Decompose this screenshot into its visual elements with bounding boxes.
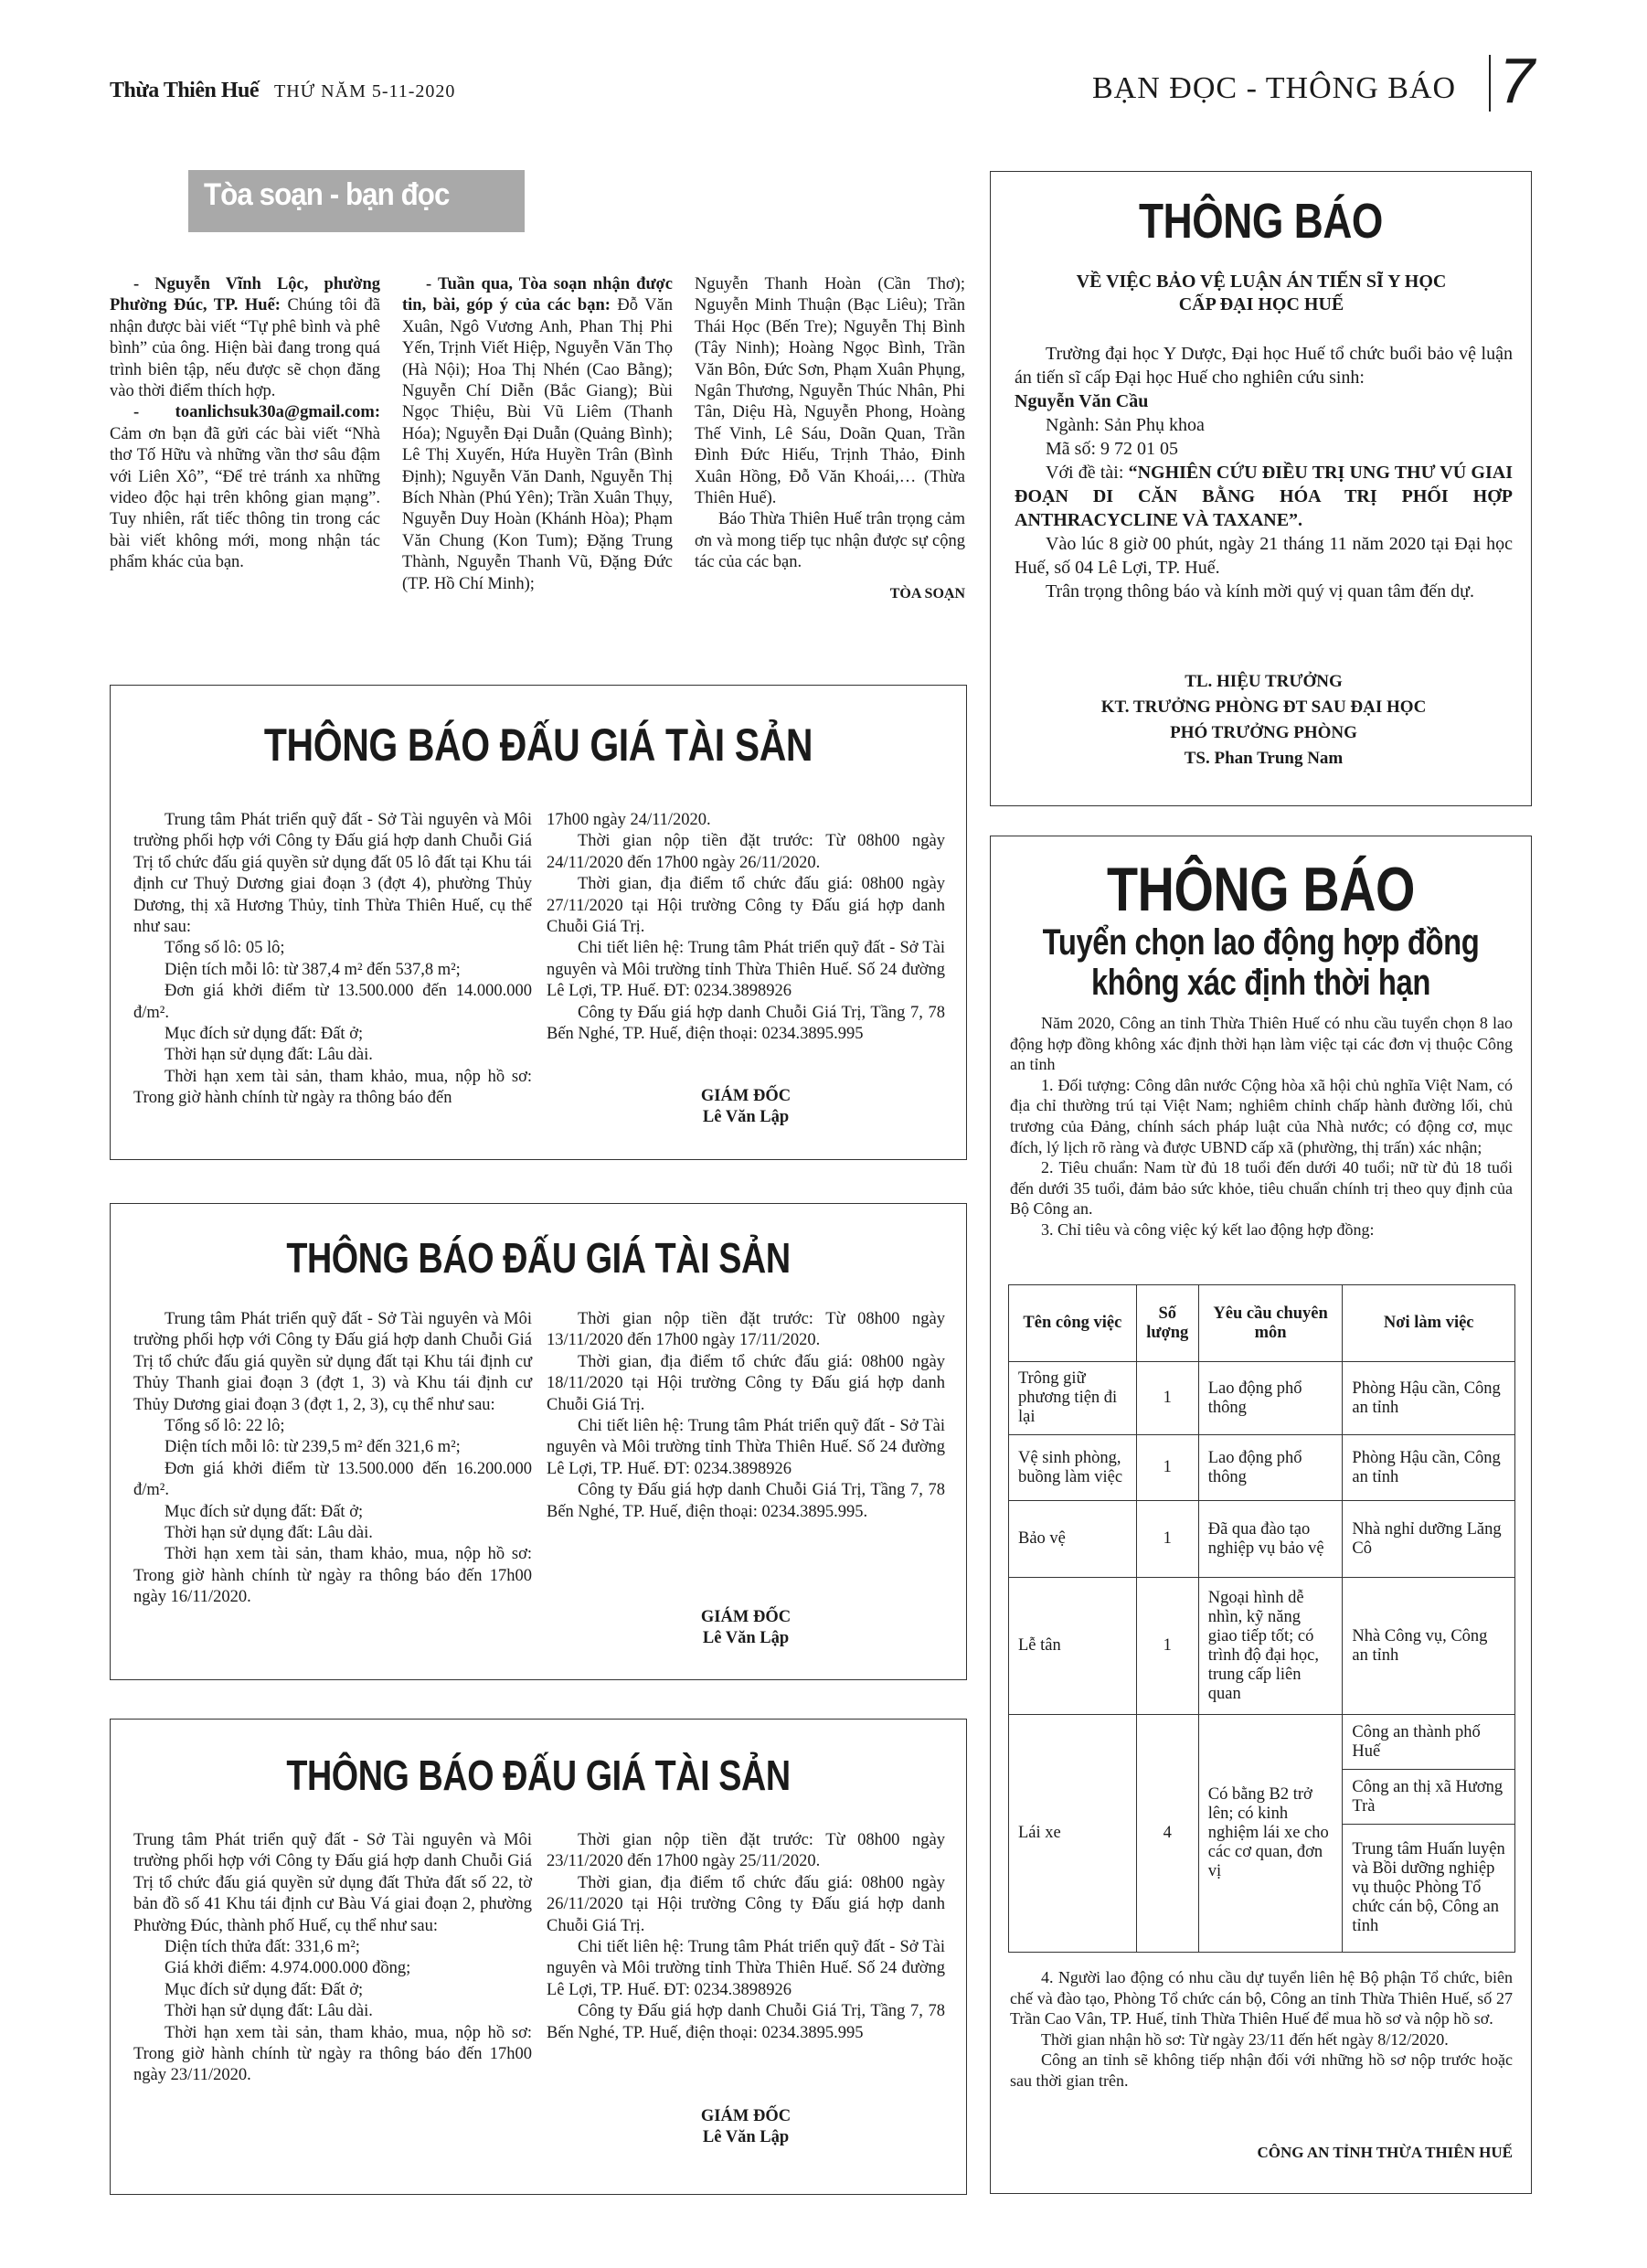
reader-reply: Chúng tôi đã nhận được bài viết “Tự phê bình và phê bình” của ông. Hiện bài đang trong quá trình biên tập, nếu được sẽ chọn đăng vào thời điểm thích hợp. xyxy=(110,296,380,401)
masthead: Thừa Thiên Huế xyxy=(110,79,260,102)
auction-paragraph: Mục đích sử dụng đất: Đất ở; xyxy=(165,1502,364,1521)
job-name: Lái xe xyxy=(1009,1715,1137,1953)
readers-column-3 xyxy=(695,274,965,604)
auction-paragraph: Thời hạn sử dụng đất: Lâu dài. xyxy=(165,1524,373,1543)
recruitment-paragraph: 4. Người lao động có nhu cầu dự tuyển liên hệ Bộ phận Tổ chức, biên chế và đào tạo, Phòng Tổ chức cán bộ, Công an tỉnh Thừa Thiên Huế, số 27 Trần Cao Vân, TP. Huế, tỉnh Thừa Thiên Huế để mua hồ sơ và nộp hồ sơ. xyxy=(1010,1968,1513,2028)
recruitment-paragraph: 1. Đối tượng: Công dân nước Cộng hòa xã hội chủ nghĩa Việt Nam, có địa chỉ thường trú tại Việt Nam; nghiêm chỉnh chấp hành đường lối, chủ trương của Đảng, chính sách pháp luật của Nhà nước; có động cơ, mục đích, lý lịch rõ ràng và được UBND cấp xã (phường, thị trấn) xác nhận; xyxy=(1010,1075,1513,1156)
auction-signature xyxy=(547,1607,945,1650)
table-header: Yêu cầu chuyên môn xyxy=(1198,1285,1343,1362)
thesis-subtitle-line: VỀ VIỆC BẢO VỆ LUẬN ÁN TIẾN SĨ Y HỌC xyxy=(1076,272,1447,292)
thesis-code: Mã số: 9 72 01 05 xyxy=(1046,439,1178,459)
auction-paragraph: Thời gian, địa điểm tổ chức đấu giá: 08h00 ngày 18/11/2020 tại Hội trường Công ty Đấu giá hợp danh Chuỗi Giá Trị. xyxy=(547,1352,945,1414)
thesis-intro: Trường đại học Y Dược, Đại học Huế tổ chức buổi bảo vệ luận án tiến sĩ cấp Đại học Huế cho nghiên cứu sinh: xyxy=(1015,344,1513,388)
job-quantity: 1 xyxy=(1136,1435,1198,1501)
thesis-major: Ngành: Sản Phụ khoa xyxy=(1046,415,1205,435)
readers-column-2 xyxy=(402,274,673,595)
job-requirement: Đã qua đào tạo nghiệp vụ bảo vệ xyxy=(1198,1501,1343,1578)
signer-name: TS. Phan Trung Nam xyxy=(1184,749,1344,768)
auction-body-right xyxy=(547,1309,945,1523)
auction-paragraph: Thời gian, địa điểm tổ chức đấu giá: 08h00 ngày 27/11/2020 tại Hội trường Công ty Đấu giá hợp danh Chuỗi Giá Trị. xyxy=(547,875,945,937)
auction-body-right xyxy=(547,1830,945,2044)
auction-body-right xyxy=(547,810,945,1045)
job-quantity: 1 xyxy=(1136,1578,1198,1715)
recruitment-title: THÔNG BÁO xyxy=(1106,855,1416,924)
signer-name: Lê Văn Lập xyxy=(702,1629,790,1648)
recruitment-subtitle: không xác định thời hạn xyxy=(1090,963,1431,1003)
auction-signature xyxy=(547,1086,945,1129)
auction-paragraph: Mục đích sử dụng đất: Đất ở; xyxy=(165,1025,364,1044)
signer-line: TL. HIỆU TRƯỞNG xyxy=(1185,672,1343,691)
issue-date: THỨ NĂM 5-11-2020 xyxy=(274,81,456,101)
job-name: Trông giữ phương tiện đi lại xyxy=(1009,1362,1137,1435)
signer-title: GIÁM ĐỐC xyxy=(700,1608,792,1626)
thesis-title: THÔNG BÁO xyxy=(1139,194,1383,249)
recruitment-paragraph: Năm 2020, Công an tỉnh Thừa Thiên Huế có nhu cầu tuyển chọn 8 lao động hợp đồng không xác định thời hạn làm việc tại các đơn vị thuộc Công an tỉnh xyxy=(1010,1014,1513,1074)
auction-paragraph: Thời hạn xem tài sản, tham khảo, mua, nộp hồ sơ: Trong giờ hành chính từ ngày ra thông báo đến 17h00 ngày 16/11/2020. xyxy=(133,1545,532,1607)
auction-paragraph: Chi tiết liên hệ: Trung tâm Phát triển quỹ đất - Sở Tài nguyên và Môi trường tỉnh Thừa Thiên Huế. Số 24 đường Lê Lợi, TP. Huế. ĐT: 0234.3898926 xyxy=(547,939,945,1001)
auction-paragraph: Chi tiết liên hệ: Trung tâm Phát triển quỹ đất - Sở Tài nguyên và Môi trường tỉnh Thừa Thiên Huế. Số 24 đường Lê Lợi, TP. Huế. ĐT: 0234.3898926 xyxy=(547,1417,945,1478)
signer-line: PHÓ TRƯỞNG PHÒNG xyxy=(1170,723,1357,742)
table-header: Tên công việc xyxy=(1009,1285,1137,1362)
auction-paragraph: Tổng số lô: 22 lô; xyxy=(165,1417,285,1436)
auction-paragraph: Thời gian nộp tiền đặt trước: Từ 08h00 ngày 13/11/2020 đến 17h00 ngày 17/11/2020. xyxy=(547,1310,945,1350)
reader-reply: Cảm ơn bạn đã gửi các bài viết “Nhà thơ Tố Hữu và những vần thơ sâu đậm với Liên Xô”, “Để trẻ tránh xa những video độc hại trên không gian mạng”. Tuy nhiên, rất tiếc thông tin trong các bài viết không mới, mong nhận tác phẩm khác của bạn. xyxy=(110,424,380,572)
table-row xyxy=(1009,1578,1515,1715)
recruitment-deadline: Thời gian nhận hồ sơ: Từ ngày 23/11 đến hết ngày 8/12/2020. xyxy=(1041,2029,1449,2049)
section-title: BẠN ĐỌC - THÔNG BÁO xyxy=(1092,71,1457,105)
auction-body-left xyxy=(133,1309,532,1609)
recruitment-body xyxy=(1010,1013,1513,1240)
jobs-table xyxy=(1008,1284,1515,1953)
thesis-subtitle xyxy=(1005,271,1517,316)
auction-body-left xyxy=(133,810,532,1110)
signer-name: Lê Văn Lập xyxy=(702,2128,790,2147)
thesis-invite: Trân trọng thông báo và kính mời quý vị quan tâm đến dự. xyxy=(1046,581,1474,602)
recruitment-note: Công an tỉnh sẽ không tiếp nhận đối với những hồ sơ nộp trước hoặc sau thời gian trên. xyxy=(1010,2050,1513,2090)
ribbon-label: Tòa soạn - bạn đọc xyxy=(204,177,450,212)
signer-title: GIÁM ĐỐC xyxy=(700,1087,792,1105)
auction-paragraph: Thời gian nộp tiền đặt trước: Từ 08h00 ngày 24/11/2020 đến 17h00 ngày 26/11/2020. xyxy=(547,832,945,872)
auction-paragraph: Diện tích mỗi lô: từ 239,5 m² đến 321,6 m²; xyxy=(165,1438,461,1457)
job-place: Phòng Hậu cần, Công an tỉnh xyxy=(1343,1435,1515,1501)
auction-paragraph: Chi tiết liên hệ: Trung tâm Phát triển quỹ đất - Sở Tài nguyên và Môi trường tỉnh Thừa Thiên Huế. Số 24 đường Lê Lợi, TP. Huế. ĐT: 0234.3898926 xyxy=(547,1938,945,1999)
auction-paragraph: Công ty Đấu giá hợp danh Chuỗi Giá Trị, Tầng 7, 78 Bến Nghé, TP. Huế, điện thoại: 0234.3895.995 xyxy=(547,2002,945,2042)
table-row xyxy=(1009,1715,1515,1770)
auction-paragraph: Thời hạn sử dụng đất: Lâu dài. xyxy=(165,2002,373,2021)
auction-title: THÔNG BÁO ĐẤU GIÁ TÀI SẢN xyxy=(263,719,813,771)
auction-paragraph: Tổng số lô: 05 lô; xyxy=(165,939,285,958)
job-requirement: Lao động phổ thông xyxy=(1198,1362,1343,1435)
job-quantity: 1 xyxy=(1136,1501,1198,1578)
auction-paragraph: Thời hạn xem tài sản, tham khảo, mua, nộp hồ sơ: Trong giờ hành chính từ ngày ra thông báo đến 17h00 ngày 23/11/2020. xyxy=(133,2023,532,2085)
auction-paragraph: Mục đích sử dụng đất: Đất ở; xyxy=(165,1980,364,1999)
auction-paragraph: Diện tích mỗi lô: từ 387,4 m² đến 537,8 m²; xyxy=(165,960,461,979)
table-row xyxy=(1009,1501,1515,1578)
recruitment-footer xyxy=(1010,1967,1513,2092)
contributors-list: Đỗ Văn Xuân, Ngô Vương Anh, Phan Thị Phi Yến, Trịnh Viết Hiệp, Nguyễn Văn Thọ (Hà Nội); Hoa Thị Nhén (Cao Bằng); Nguyễn Chí Diễn (Bắc Giang); Bùi Ngọc Thiệu, Bùi Vũ Liêm (Thanh Hóa); Nguyễn Đại Duẫn (Quảng Bình); Lê Thị Xuyến, Hứa Huyền Trân (Bình Định); Nguyễn Văn Danh, Nguyễn Thị Bích Nhàn (Phú Yên); Trần Xuân Thụy, Nguyễn Duy Hoàn (Khánh Hòa); Phạm Văn Chung (Kon Tum); Đặng Trung Thành, Nguyễn Thanh Vũ, Đặng Đức (TP. Hồ Chí Minh); xyxy=(402,296,673,593)
job-place: Nhà nghỉ dưỡng Lăng Cô xyxy=(1343,1501,1515,1578)
table-header: Nơi làm việc xyxy=(1343,1285,1515,1362)
recruitment-paragraph: 2. Tiêu chuẩn: Nam từ đủ 18 tuổi đến dưới 40 tuổi; nữ từ đủ 18 tuổi đến dưới 35 tuổi, đảm bảo sức khỏe, tiêu chuẩn chính trị theo quy định của Bộ Công an. xyxy=(1010,1158,1513,1219)
job-requirement: Lao động phổ thông xyxy=(1198,1435,1343,1501)
signer-title: GIÁM ĐỐC xyxy=(700,2107,792,2125)
job-place: Công an thành phố Huế xyxy=(1343,1715,1515,1770)
table-row xyxy=(1009,1362,1515,1435)
reader-name: - Nguyễn Vĩnh Lộc, phường Phường Đúc, TP. Huế: xyxy=(110,275,380,315)
editorial-sign: TÒA SOẠN xyxy=(889,585,965,602)
auction-paragraph: Công ty Đấu giá hợp danh Chuỗi Giá Trị, Tầng 7, 78 Bến Nghé, TP. Huế, điện thoại: 0234.3895.995. xyxy=(547,1481,945,1521)
signer-line: KT. TRƯỞNG PHÒNG ĐT SAU ĐẠI HỌC xyxy=(1100,697,1427,717)
thesis-topic: “NGHIÊN CỨU ĐIỀU TRỊ UNG THƯ VÚ GIAI ĐOẠN DI CĂN BẰNG HÓA TRỊ PHỐI HỢP ANTHRACYCLINE VÀ TAXANE”. xyxy=(1015,463,1513,530)
thesis-candidate: Nguyễn Văn Cầu xyxy=(1015,391,1149,411)
job-requirement: Có bằng B2 trở lên; có kinh nghiệm lái xe cho các cơ quan, đơn vị xyxy=(1198,1715,1343,1953)
auction-paragraph: 17h00 ngày 24/11/2020. xyxy=(547,811,711,829)
recruitment-paragraph: 3. Chỉ tiêu và công việc ký kết lao động hợp đồng: xyxy=(1041,1219,1375,1239)
signer-name: Lê Văn Lập xyxy=(702,1108,790,1127)
thesis-subtitle-line: CẤP ĐẠI HỌC HUẾ xyxy=(1178,294,1344,314)
page-number: 7 xyxy=(1499,45,1535,116)
job-place: Trung tâm Huấn luyện và Bồi dưỡng nghiệp vụ thuộc Phòng Tổ chức cán bộ, Công an tỉnh xyxy=(1343,1825,1515,1953)
recruitment-subtitle: Tuyển chọn lao động hợp đồng xyxy=(1042,922,1480,963)
auction-paragraph: Diện tích thửa đất: 331,6 m²; xyxy=(165,1938,360,1957)
header-divider xyxy=(1489,55,1491,112)
auction-paragraph: Thời hạn sử dụng đất: Lâu dài. xyxy=(165,1046,373,1065)
auction-title: THÔNG BÁO ĐẤU GIÁ TÀI SẢN xyxy=(286,1752,791,1799)
reader-email: - toanlichsuk30a@gmail.com: xyxy=(133,403,380,422)
job-requirement: Ngoại hình dễ nhìn, kỹ năng giao tiếp tốt; có trình độ đại học, trung cấp liên quan xyxy=(1198,1578,1343,1715)
job-quantity: 1 xyxy=(1136,1362,1198,1435)
thesis-time: Vào lúc 8 giờ 00 phút, ngày 21 tháng 11 năm 2020 tại Đại học Huế, số 04 Lê Lợi, TP. Huế. xyxy=(1015,534,1513,578)
auction-paragraph: Giá khởi điểm: 4.974.000.000 đồng; xyxy=(165,1959,411,1978)
auction-paragraph: Đơn giá khởi điểm từ 13.500.000 đến 16.200.000 đ/m². xyxy=(133,1459,532,1500)
job-quantity: 4 xyxy=(1136,1715,1198,1953)
auction-paragraph: Trung tâm Phát triển quỹ đất - Sở Tài nguyên và Môi trường phối hợp với Công ty Đấu giá hợp danh Chuỗi Giá Trị tổ chức đấu giá quyền sử dụng đất Thửa đất số 22, tờ bản đồ số 41 Khu tái định cư Bàu Vá giai đoạn 2, phường Phường Đúc, thành phố Huế, cụ thể như sau: xyxy=(133,1831,532,1935)
readers-column-1 xyxy=(110,274,380,574)
job-place: Công an thị xã Hương Trà xyxy=(1343,1770,1515,1825)
thesis-signature xyxy=(1015,669,1513,772)
auction-paragraph: Thời gian, địa điểm tổ chức đấu giá: 08h00 ngày 26/11/2020 tại Hội trường Công ty Đấu giá hợp danh Chuỗi Giá Trị. xyxy=(547,1873,945,1935)
auction-paragraph: Thời hạn xem tài sản, tham khảo, mua, nộp hồ sơ: Trong giờ hành chính từ ngày ra thông báo đến xyxy=(133,1067,532,1108)
thesis-topic-label: Với đề tài: xyxy=(1046,463,1129,483)
auction-body-left xyxy=(133,1830,532,2087)
job-place: Phòng Hậu cần, Công an tỉnh xyxy=(1343,1362,1515,1435)
auction-signature xyxy=(547,2106,945,2149)
contributors-list: Nguyễn Thanh Hoàn (Cần Thơ); Nguyễn Minh Thuận (Bạc Liêu); Trần Thái Học (Bến Tre); Nguyễn Thị Bình (Tây Ninh); Hoàng Ngọc Bình, Trần Văn Bôn, Đức Sơn, Phạm Xuân Phụng, Ngân Thương, Nguyễn Thúc Nhân, Phi Tân, Diệu Hà, Nguyễn Phong, Hoàng Thế Vinh, Lê Sáu, Doãn Quan, Trần Đình Đức Hiếu, Trịnh Thảo, Đinh Xuân Hồng, Đỗ Văn Khoái,… (Thừa Thiên Huế). xyxy=(695,275,965,508)
job-name: Lễ tân xyxy=(1009,1578,1137,1715)
contributors-intro: - Tuần qua, Tòa soạn nhận được tin, bài, góp ý của các bạn: xyxy=(402,275,673,315)
thesis-body xyxy=(1015,342,1513,603)
recruitment-signature: CÔNG AN TỈNH THỪA THIÊN HUẾ xyxy=(1257,2144,1513,2161)
auction-paragraph: Đơn giá khởi điểm từ 13.500.000 đến 14.000.000 đ/m². xyxy=(133,982,532,1022)
table-row xyxy=(1009,1435,1515,1501)
table-header: Số lượng xyxy=(1136,1285,1198,1362)
job-name: Bảo vệ xyxy=(1009,1501,1137,1578)
auction-paragraph: Trung tâm Phát triển quỹ đất - Sở Tài nguyên và Môi trường phối hợp với Công ty Đấu giá hợp danh Chuỗi Giá Trị tổ chức đấu giá quyền sử dụng đất 05 lô đất tại Khu tái định cư Thuỷ Dương giai đoạn 3 (đợt 4), phường Thủy Dương, thị xã Hương Thủy, tỉnh Thừa Thiên Huế, cụ thể như sau: xyxy=(133,811,532,937)
auction-title: THÔNG BÁO ĐẤU GIÁ TÀI SẢN xyxy=(286,1234,791,1282)
job-name: Vệ sinh phòng, buồng làm việc xyxy=(1009,1435,1137,1501)
auction-paragraph: Thời gian nộp tiền đặt trước: Từ 08h00 ngày 23/11/2020 đến 17h00 ngày 25/11/2020. xyxy=(547,1831,945,1871)
auction-paragraph: Trung tâm Phát triển quỹ đất - Sở Tài nguyên và Môi trường phối hợp với Công ty Đấu giá hợp danh Chuỗi Giá Trị tổ chức đấu giá quyền sử dụng đất tại Khu tái định cư Thủy Thanh giai đoạn 3 (đợt 1, 3) và Khu tái định cư Thủy Dương giai đoạn 3 (đợt 1, 2, 3), cụ thể như sau: xyxy=(133,1310,532,1414)
auction-paragraph: Công ty Đấu giá hợp danh Chuỗi Giá Trị, Tầng 7, 78 Bến Nghé, TP. Huế, điện thoại: 0234.3895.995 xyxy=(547,1003,945,1044)
job-place: Nhà Công vụ, Công an tỉnh xyxy=(1343,1578,1515,1715)
thanks-note: Báo Thừa Thiên Huế trân trọng cảm ơn và mong tiếp tục nhận được sự cộng tác của các bạn. xyxy=(695,510,965,572)
